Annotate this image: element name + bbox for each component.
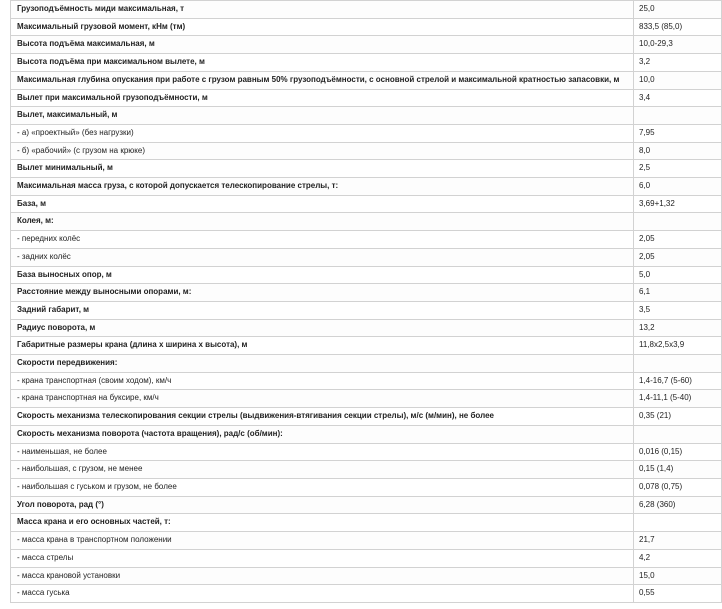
parameter-cell: Вылет при максимальной грузоподъёмности, м: [11, 89, 634, 107]
parameter-cell: - б) «рабочий» (с грузом на крюке): [11, 142, 634, 160]
table-row: [11, 549, 722, 567]
parameter-cell: - наименьшая, не более: [11, 443, 634, 461]
parameter-cell: Скорости передвижения:: [11, 355, 634, 373]
parameter-cell: - передних колёс: [11, 231, 634, 249]
value-cell: 0,078 (0,75): [634, 478, 722, 496]
parameter-cell: Масса крана и его основных частей, т:: [11, 514, 634, 532]
table-row: [11, 142, 722, 160]
table-row: [11, 478, 722, 496]
value-cell: 833,5 (85,0): [634, 18, 722, 36]
parameter-cell: - крана транспортная на буксире, км/ч: [11, 390, 634, 408]
table-row: [11, 496, 722, 514]
value-cell: 15,0: [634, 567, 722, 585]
parameter-cell: Угол поворота, рад (°): [11, 496, 634, 514]
spec-table-body: [11, 1, 722, 603]
value-cell: 8,0: [634, 142, 722, 160]
table-row: [11, 54, 722, 72]
value-cell: 13,2: [634, 319, 722, 337]
table-row: [11, 319, 722, 337]
value-cell: 1,4-16,7 (5-60): [634, 372, 722, 390]
parameter-cell: - масса гуська: [11, 585, 634, 603]
table-row: [11, 532, 722, 550]
parameter-cell: Вылет, максимальный, м: [11, 107, 634, 125]
table-row: [11, 408, 722, 426]
table-row: [11, 107, 722, 125]
table-row: [11, 124, 722, 142]
value-cell: 10,0-29,3: [634, 36, 722, 54]
table-row: [11, 567, 722, 585]
value-cell: 25,0: [634, 1, 722, 19]
parameter-cell: База, м: [11, 195, 634, 213]
parameter-cell: Скорость механизма телескопирования секции стрелы (выдвижения-втягивания секции стрелы), м/с (м/мин), не более: [11, 408, 634, 426]
table-row: [11, 461, 722, 479]
table-row: [11, 89, 722, 107]
table-row: [11, 585, 722, 603]
parameter-cell: Скорость механизма поворота (частота вращения), рад/с (об/мин):: [11, 425, 634, 443]
value-cell: 6,0: [634, 178, 722, 196]
table-row: [11, 443, 722, 461]
table-row: [11, 160, 722, 178]
parameter-cell: Грузоподъёмность миди максимальная, т: [11, 1, 634, 19]
value-cell: 2,05: [634, 248, 722, 266]
parameter-cell: - крана транспортная (своим ходом), км/ч: [11, 372, 634, 390]
value-cell: 6,1: [634, 284, 722, 302]
value-cell: [634, 514, 722, 532]
table-row: [11, 248, 722, 266]
table-row: [11, 337, 722, 355]
table-row: [11, 390, 722, 408]
table-row: [11, 36, 722, 54]
parameter-cell: - масса стрелы: [11, 549, 634, 567]
table-row: [11, 178, 722, 196]
parameter-cell: Высота подъёма максимальная, м: [11, 36, 634, 54]
parameter-cell: Габаритные размеры крана (длина х ширина х высота), м: [11, 337, 634, 355]
value-cell: [634, 355, 722, 373]
table-row: [11, 266, 722, 284]
table-row: [11, 301, 722, 319]
value-cell: 4,2: [634, 549, 722, 567]
parameter-cell: Радиус поворота, м: [11, 319, 634, 337]
parameter-cell: - масса крановой установки: [11, 567, 634, 585]
value-cell: [634, 213, 722, 231]
table-row: [11, 1, 722, 19]
value-cell: [634, 425, 722, 443]
value-cell: 3,69+1,32: [634, 195, 722, 213]
parameter-cell: - наибольшая, с грузом, не менее: [11, 461, 634, 479]
value-cell: 5,0: [634, 266, 722, 284]
parameter-cell: Высота подъёма при максимальном вылете, м: [11, 54, 634, 72]
value-cell: 10,0: [634, 71, 722, 89]
table-row: [11, 213, 722, 231]
table-row: [11, 372, 722, 390]
parameter-cell: Расстояние между выносными опорами, м:: [11, 284, 634, 302]
table-row: [11, 18, 722, 36]
parameter-cell: - задних колёс: [11, 248, 634, 266]
value-cell: 21,7: [634, 532, 722, 550]
value-cell: 3,4: [634, 89, 722, 107]
table-row: [11, 71, 722, 89]
parameter-cell: База выносных опор, м: [11, 266, 634, 284]
table-row: [11, 355, 722, 373]
table-row: [11, 514, 722, 532]
value-cell: 0,35 (21): [634, 408, 722, 426]
value-cell: 11,8х2,5х3,9: [634, 337, 722, 355]
parameter-cell: Колея, м:: [11, 213, 634, 231]
parameter-cell: Максимальная глубина опускания при работе с грузом равным 50% грузоподъёмности, с основной стрелой и максимальной кратностью запасовки, м: [11, 71, 634, 89]
value-cell: [634, 107, 722, 125]
value-cell: 6,28 (360): [634, 496, 722, 514]
parameter-cell: - наибольшая с гуськом и грузом, не более: [11, 478, 634, 496]
table-row: [11, 195, 722, 213]
table-row: [11, 284, 722, 302]
value-cell: 3,5: [634, 301, 722, 319]
value-cell: 0,016 (0,15): [634, 443, 722, 461]
value-cell: 2,05: [634, 231, 722, 249]
parameter-cell: Вылет минимальный, м: [11, 160, 634, 178]
table-row: [11, 425, 722, 443]
value-cell: 2,5: [634, 160, 722, 178]
crane-spec-table: [10, 0, 722, 603]
value-cell: 1,4-11,1 (5-40): [634, 390, 722, 408]
value-cell: 0,55: [634, 585, 722, 603]
value-cell: 0,15 (1,4): [634, 461, 722, 479]
parameter-cell: - а) «проектный» (без нагрузки): [11, 124, 634, 142]
table-row: [11, 231, 722, 249]
parameter-cell: - масса крана в транспортном положении: [11, 532, 634, 550]
parameter-cell: Максимальный грузовой момент, кНм (тм): [11, 18, 634, 36]
parameter-cell: Задний габарит, м: [11, 301, 634, 319]
value-cell: 7,95: [634, 124, 722, 142]
parameter-cell: Максимальная масса груза, с которой допускается телескопирование стрелы, т:: [11, 178, 634, 196]
value-cell: 3,2: [634, 54, 722, 72]
